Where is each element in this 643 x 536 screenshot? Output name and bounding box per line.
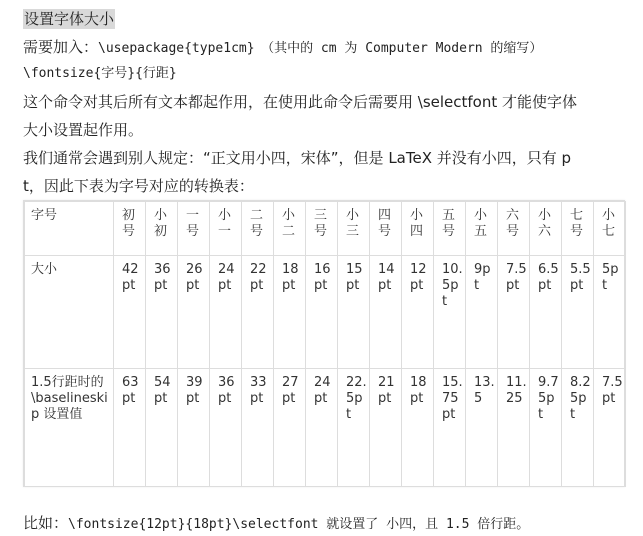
skip-cell: 11.25	[498, 369, 530, 487]
header-cell: 小七	[594, 202, 626, 256]
size-cell: 14pt	[370, 256, 402, 369]
header-cell: 小五	[466, 202, 498, 256]
header-cell: 三号	[306, 202, 338, 256]
intro-line-5: 我们通常会遇到别人规定：“正文用小四，宋体”，但是 LaTeX 并没有小四，只有 p	[23, 149, 572, 167]
size-cell: 10.5pt	[434, 256, 466, 369]
skip-cell: 15.75pt	[434, 369, 466, 487]
footer-suffix: 就设置了 小四，且 1.5 倍行距。	[318, 517, 530, 532]
header-cell: 七号	[562, 202, 594, 256]
skip-cell: 21pt	[370, 369, 402, 487]
size-cell: 24pt	[210, 256, 242, 369]
footer-code: \fontsize{12pt}{18pt}\selectfont	[68, 517, 319, 532]
table-row-baselineskip	[25, 369, 626, 487]
header-cell-label: 字号	[25, 202, 114, 256]
header-cell: 小二	[274, 202, 306, 256]
size-cell: 5pt	[594, 256, 626, 369]
size-cell: 18pt	[274, 256, 306, 369]
intro-line-3: 这个命令对其后所有文本都起作用，在使用此命令后需要用 \selectfont 才能使字体	[23, 93, 578, 111]
skip-cell: 13.5	[466, 369, 498, 487]
header-cell: 小三	[338, 202, 370, 256]
skip-cell: 27pt	[274, 369, 306, 487]
size-cell: 22pt	[242, 256, 274, 369]
skip-cell: 39pt	[178, 369, 210, 487]
header-cell: 一号	[178, 202, 210, 256]
skip-cell: 24pt	[306, 369, 338, 487]
size-cell: 26pt	[178, 256, 210, 369]
header-cell: 六号	[498, 202, 530, 256]
size-cell: 15pt	[338, 256, 370, 369]
size-cell: 6.5pt	[530, 256, 562, 369]
size-cell: 16pt	[306, 256, 338, 369]
skip-cell: 33pt	[242, 369, 274, 487]
size-cell: 36pt	[146, 256, 178, 369]
header-cell: 小一	[210, 202, 242, 256]
skip-cell: 54pt	[146, 369, 178, 487]
row-label-size: 大小	[25, 256, 114, 369]
footer-prefix: 比如：	[23, 514, 69, 532]
header-cell: 小四	[402, 202, 434, 256]
skip-cell: 22.5pt	[338, 369, 370, 487]
table-row-header	[25, 202, 626, 256]
header-cell: 初号	[114, 202, 146, 256]
size-cell: 12pt	[402, 256, 434, 369]
intro-line-6: t，因此下表为字号对应的转换表：	[23, 177, 254, 195]
footer-example	[23, 513, 529, 535]
skip-cell: 18pt	[402, 369, 434, 487]
intro-line-4: 大小设置起作用。	[23, 121, 144, 139]
size-cell: 9pt	[466, 256, 498, 369]
page-title: 设置字体大小	[24, 10, 115, 28]
header-cell: 四号	[370, 202, 402, 256]
usepackage-code: \usepackage{type1cm}	[98, 41, 255, 56]
intro-line-usepackage	[23, 37, 542, 59]
intro-prefix: 需要加入：	[23, 38, 99, 56]
row-label-baselineskip: 1.5行距时的 \baselineskip 设置值	[25, 369, 114, 487]
skip-cell: 7.5pt	[594, 369, 626, 487]
header-cell: 二号	[242, 202, 274, 256]
header-cell: 五号	[434, 202, 466, 256]
skip-cell: 63pt	[114, 369, 146, 487]
header-cell: 小六	[530, 202, 562, 256]
size-cell: 7.5pt	[498, 256, 530, 369]
skip-cell: 36pt	[210, 369, 242, 487]
skip-cell: 9.75pt	[530, 369, 562, 487]
size-cell: 42pt	[114, 256, 146, 369]
header-cell: 小初	[146, 202, 178, 256]
intro-note: （其中的 cm 为 Computer Modern 的缩写）	[254, 41, 543, 56]
skip-cell: 8.25pt	[562, 369, 594, 487]
fontsize-syntax: \fontsize{字号}{行距}	[23, 66, 177, 81]
table-row-size	[25, 256, 626, 369]
size-cell: 5.5pt	[562, 256, 594, 369]
conversion-table	[23, 200, 625, 487]
